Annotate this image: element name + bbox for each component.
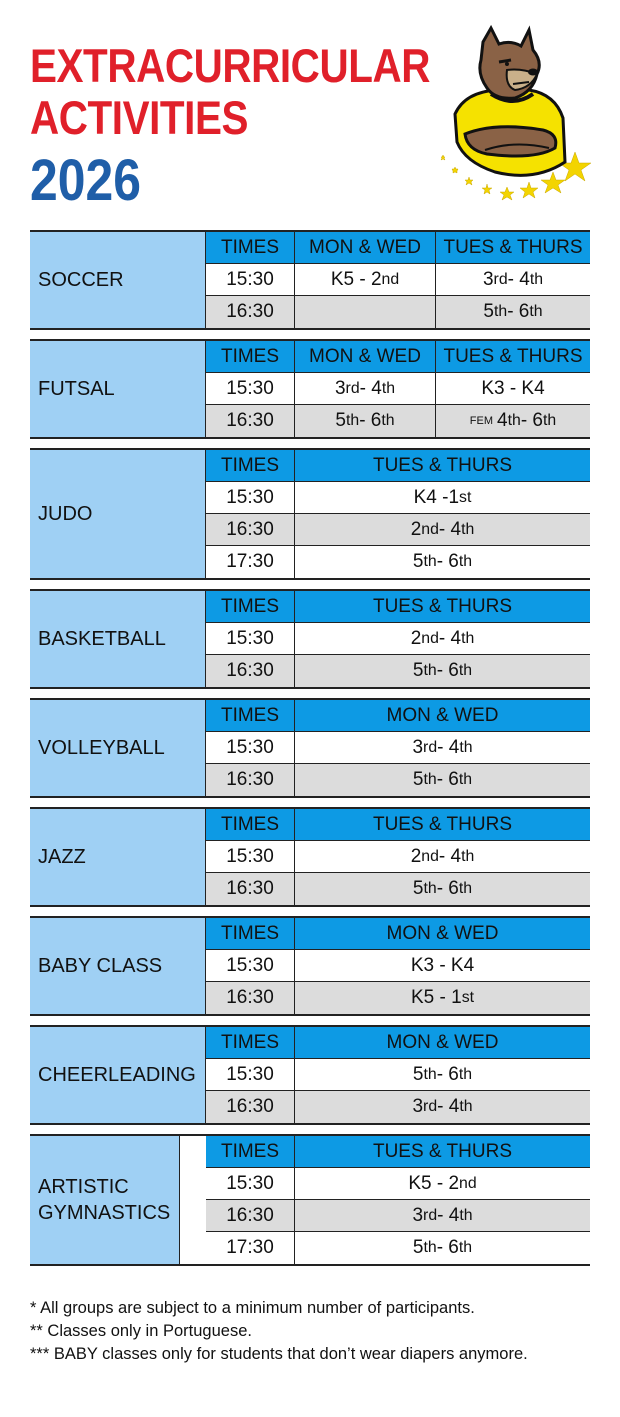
activity-block bbox=[30, 916, 590, 1016]
grade-ordinal: th bbox=[529, 303, 543, 320]
grade-text: - 6 bbox=[436, 769, 459, 790]
time-cell: 16:30 bbox=[206, 1091, 295, 1123]
activity-name: CHEERLEADING bbox=[30, 1027, 206, 1123]
class-group bbox=[295, 1059, 590, 1091]
mon-wed-group bbox=[295, 264, 436, 296]
grade-ordinal: th bbox=[459, 1098, 473, 1115]
grade-text: - 4 bbox=[438, 845, 462, 867]
grade-ordinal: rd bbox=[493, 270, 508, 288]
time-cell: 16:30 bbox=[206, 982, 295, 1014]
time-cell: 15:30 bbox=[206, 841, 295, 873]
times-header: TIMES bbox=[206, 341, 295, 373]
grade-ordinal: th bbox=[458, 771, 473, 788]
grade-text: 5 bbox=[412, 1063, 424, 1085]
grade-text: 5 bbox=[412, 1237, 424, 1258]
times-header: TIMES bbox=[206, 1136, 295, 1168]
activity-block bbox=[30, 339, 590, 439]
grade-ordinal: th bbox=[493, 303, 508, 320]
class-group bbox=[295, 732, 590, 764]
day-header: TUES & THURS bbox=[295, 809, 590, 841]
grade-ordinal: th bbox=[423, 553, 437, 570]
grade-ordinal: th bbox=[381, 379, 396, 397]
times-header: TIMES bbox=[206, 1027, 295, 1059]
grade-ordinal: rd bbox=[345, 379, 360, 397]
grade-ordinal: th bbox=[345, 412, 360, 429]
activity-name: JAZZ bbox=[30, 809, 206, 905]
tues-thurs-group bbox=[436, 264, 590, 296]
year-label: 2026 bbox=[30, 148, 141, 213]
times-header: TIMES bbox=[206, 918, 295, 950]
time-cell: 15:30 bbox=[206, 1168, 295, 1200]
grade-ordinal: th bbox=[423, 1239, 437, 1256]
class-group bbox=[295, 982, 590, 1014]
grade-text: 5 bbox=[335, 410, 346, 431]
activity-name: SOCCER bbox=[30, 232, 206, 328]
grade-text: K4 -1 bbox=[413, 486, 460, 508]
grade-ordinal: th bbox=[458, 662, 473, 679]
activity-block bbox=[30, 807, 590, 907]
grade-text: K3 - K4 bbox=[481, 377, 545, 399]
title-line-1: EXTRACURRICULAR bbox=[30, 39, 430, 92]
grade-text: 2 bbox=[410, 627, 422, 649]
grade-ordinal: th bbox=[423, 880, 437, 897]
day-header: TUES & THURS bbox=[295, 450, 590, 482]
day-header-mon-wed: MON & WED bbox=[295, 341, 436, 373]
mon-wed-group bbox=[295, 405, 436, 437]
time-cell: 17:30 bbox=[206, 546, 295, 578]
activity-name: VOLLEYBALL bbox=[30, 700, 206, 796]
activity-name: JUDO bbox=[30, 450, 206, 578]
grade-text: - 6 bbox=[359, 410, 382, 431]
fem-prefix: FEM bbox=[469, 415, 494, 427]
grade-text: - 6 bbox=[507, 301, 530, 322]
grade-text: 2 bbox=[410, 518, 422, 540]
tues-thurs-group bbox=[436, 373, 590, 405]
grade-text: - 4 bbox=[359, 377, 382, 399]
wolf-mascot-icon bbox=[425, 22, 595, 212]
activity-block bbox=[30, 589, 590, 689]
grade-text: - 6 bbox=[436, 1237, 459, 1258]
title-line-2: ACTIVITIES bbox=[30, 91, 249, 144]
grade-text: - 6 bbox=[436, 551, 459, 572]
day-header: MON & WED bbox=[295, 918, 590, 950]
grade-ordinal: th bbox=[529, 270, 544, 288]
time-cell: 15:30 bbox=[206, 732, 295, 764]
grade-text: 5 bbox=[412, 769, 424, 790]
activity-block bbox=[30, 1134, 590, 1266]
grade-ordinal: th bbox=[458, 553, 473, 570]
class-group bbox=[295, 1200, 590, 1232]
grade-text: 5 bbox=[412, 551, 424, 572]
grade-ordinal: th bbox=[543, 412, 557, 429]
grade-ordinal: nd bbox=[381, 270, 400, 288]
time-cell: 15:30 bbox=[206, 623, 295, 655]
day-header: TUES & THURS bbox=[295, 591, 590, 623]
activities-schedule bbox=[30, 230, 590, 1275]
grade-text: - 4 bbox=[438, 518, 462, 540]
tues-thurs-group bbox=[436, 405, 590, 437]
class-group bbox=[295, 1232, 590, 1264]
grade-ordinal: th bbox=[461, 629, 475, 647]
grade-text: - 6 bbox=[436, 1063, 459, 1085]
grade-text: 5 bbox=[412, 878, 424, 899]
grade-text: K5 - 2 bbox=[330, 268, 382, 290]
grade-text: - 6 bbox=[520, 410, 543, 431]
day-header: MON & WED bbox=[295, 1027, 590, 1059]
grade-ordinal: th bbox=[461, 520, 475, 538]
grade-text: K5 - 1 bbox=[410, 987, 462, 1008]
grade-text: 3 bbox=[412, 736, 424, 758]
time-cell: 15:30 bbox=[206, 373, 295, 405]
grade-ordinal: rd bbox=[423, 1098, 438, 1115]
grade-text: - 4 bbox=[438, 627, 462, 649]
grade-ordinal: th bbox=[459, 738, 473, 756]
grade-ordinal: st bbox=[459, 488, 472, 506]
grade-ordinal: rd bbox=[423, 738, 438, 756]
class-group bbox=[295, 764, 590, 796]
time-cell: 17:30 bbox=[206, 1232, 295, 1264]
grade-text: 5 bbox=[483, 301, 494, 322]
grade-text: 4 bbox=[497, 410, 508, 431]
time-cell: 16:30 bbox=[206, 873, 295, 905]
grade-ordinal: nd bbox=[421, 520, 439, 538]
time-cell: 15:30 bbox=[206, 482, 295, 514]
grade-ordinal: th bbox=[458, 880, 473, 897]
note-1: * All groups are subject to a minimum number of participants. bbox=[30, 1299, 475, 1317]
grade-text: 3 bbox=[412, 1204, 424, 1226]
activity-name: BASKETBALL bbox=[30, 591, 206, 687]
grade-text: 3 bbox=[482, 268, 494, 290]
day-header-tues-thurs: TUES & THURS bbox=[436, 341, 590, 373]
grade-ordinal: nd bbox=[421, 629, 439, 647]
times-header: TIMES bbox=[206, 809, 295, 841]
grade-text: - 4 bbox=[437, 1096, 460, 1117]
grade-ordinal: th bbox=[458, 1065, 473, 1083]
grade-ordinal: st bbox=[461, 989, 474, 1006]
class-group bbox=[295, 623, 590, 655]
tues-thurs-group bbox=[436, 296, 590, 328]
grade-text: - 4 bbox=[437, 1204, 460, 1226]
grade-text: 3 bbox=[412, 1096, 424, 1117]
times-header: TIMES bbox=[206, 232, 295, 264]
notes-section bbox=[30, 1297, 600, 1366]
grade-ordinal: th bbox=[423, 1065, 437, 1083]
grade-ordinal: th bbox=[381, 412, 395, 429]
grade-ordinal: th bbox=[458, 1239, 473, 1256]
time-cell: 15:30 bbox=[206, 264, 295, 296]
time-cell: 16:30 bbox=[206, 1200, 295, 1232]
mon-wed-group bbox=[295, 373, 436, 405]
activity-block bbox=[30, 230, 590, 330]
activity-block bbox=[30, 1025, 590, 1125]
activity-name: ARTISTIC GYMNASTICS bbox=[30, 1136, 180, 1264]
grade-text: 2 bbox=[410, 845, 422, 867]
grade-text: K5 - 2 bbox=[408, 1172, 460, 1194]
class-group bbox=[295, 546, 590, 578]
class-group bbox=[295, 950, 590, 982]
time-cell: 16:30 bbox=[206, 655, 295, 687]
time-cell: 16:30 bbox=[206, 405, 295, 437]
class-group bbox=[295, 482, 590, 514]
day-header-mon-wed: MON & WED bbox=[295, 232, 436, 264]
grade-text: K3 - K4 bbox=[410, 954, 475, 976]
activity-name: BABY CLASS bbox=[30, 918, 206, 1014]
grade-ordinal: nd bbox=[459, 1174, 477, 1192]
grade-text: 3 bbox=[334, 377, 346, 399]
grade-text: - 4 bbox=[507, 268, 530, 290]
times-header: TIMES bbox=[206, 591, 295, 623]
grade-text: - 4 bbox=[437, 736, 460, 758]
grade-text: 5 bbox=[412, 660, 424, 681]
class-group bbox=[295, 514, 590, 546]
class-group bbox=[295, 873, 590, 905]
times-header: TIMES bbox=[206, 700, 295, 732]
grade-ordinal: rd bbox=[423, 1206, 438, 1224]
class-group bbox=[295, 841, 590, 873]
grade-ordinal: th bbox=[459, 1206, 473, 1224]
time-cell: 15:30 bbox=[206, 950, 295, 982]
mon-wed-group bbox=[295, 296, 436, 328]
time-cell: 16:30 bbox=[206, 514, 295, 546]
grade-text: - 6 bbox=[436, 660, 459, 681]
page-title bbox=[30, 40, 430, 144]
day-header: MON & WED bbox=[295, 700, 590, 732]
time-cell: 16:30 bbox=[206, 764, 295, 796]
grade-ordinal: th bbox=[507, 412, 521, 429]
activity-block bbox=[30, 448, 590, 580]
note-3: *** BABY classes only for students that don’t wear diapers anymore. bbox=[30, 1345, 528, 1363]
grade-ordinal: nd bbox=[421, 847, 439, 865]
time-cell: 16:30 bbox=[206, 296, 295, 328]
grade-ordinal: th bbox=[461, 847, 475, 865]
activity-name: FUTSAL bbox=[30, 341, 206, 437]
time-cell: 15:30 bbox=[206, 1059, 295, 1091]
class-group bbox=[295, 1168, 590, 1200]
grade-ordinal: th bbox=[423, 771, 437, 788]
day-header: TUES & THURS bbox=[295, 1136, 590, 1168]
activity-block bbox=[30, 698, 590, 798]
class-group bbox=[295, 1091, 590, 1123]
grade-text: - 6 bbox=[436, 878, 459, 899]
grade-ordinal: th bbox=[423, 662, 437, 679]
class-group bbox=[295, 655, 590, 687]
day-header-tues-thurs: TUES & THURS bbox=[436, 232, 590, 264]
note-2: ** Classes only in Portuguese. bbox=[30, 1322, 252, 1340]
times-header: TIMES bbox=[206, 450, 295, 482]
